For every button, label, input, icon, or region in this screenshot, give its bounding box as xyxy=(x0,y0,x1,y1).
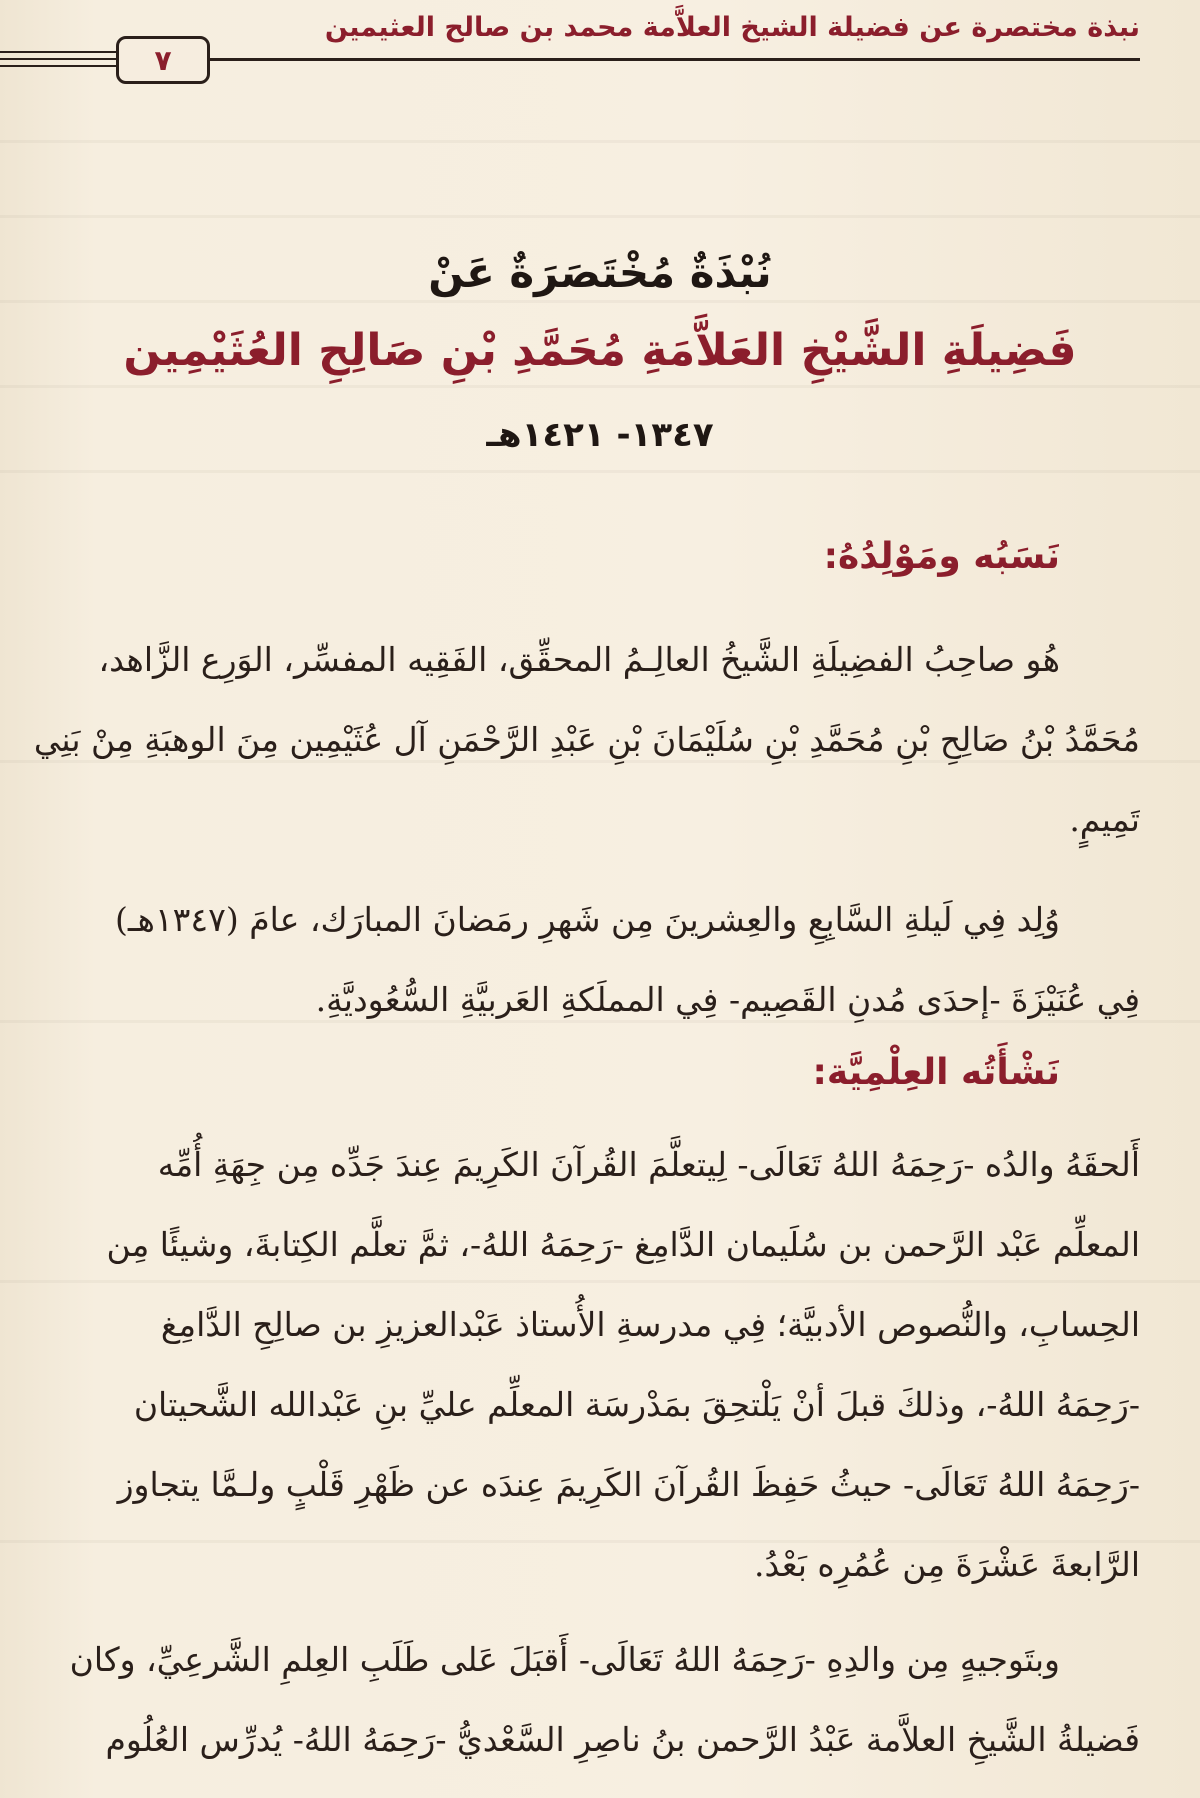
text-line: المعلِّم عَبْد الرَّحمن بن سُلَيمان الدَّامِغ -رَحِمَهُ اللهُ-، ثمَّ تعلَّم الكِتابةَ، وشيئًا مِن xyxy=(106,1225,1140,1264)
text-line: وُلِد فِي لَيلةِ السَّابِعِ والعِشرينَ مِن شَهرِ رمَضانَ المبارَك، عامَ (١٣٤٧هـ) xyxy=(114,900,1060,939)
paragraph xyxy=(0,1620,1140,1780)
text-line: -رَحِمَهُ اللهُ تَعَالَى- حيثُ حَفِظَ القُرآنَ الكَرِيمَ عِندَه عن ظَهْرِ قَلْبٍ ولـمَّا يتجاوز xyxy=(117,1465,1140,1504)
text-line: أَلحقَهُ والدُه -رَحِمَهُ اللهُ تَعَالَى- لِيتعلَّمَ القُرآنَ الكَرِيمَ عِندَ جَدِّه مِن جِهَةِ أُمِّه xyxy=(157,1145,1140,1184)
header-rule xyxy=(210,58,1140,61)
paragraph xyxy=(0,880,1140,1040)
title-line-2: فَضِيلَةِ الشَّيْخِ العَلاَّمَةِ مُحَمَّدِ بْنِ صَالِحِ العُثَيْمِين xyxy=(123,325,1077,376)
page-number: ٧ xyxy=(154,43,172,77)
paragraph xyxy=(0,620,1140,860)
section-heading-education: نَشْأَتُه العِلْمِيَّة: xyxy=(812,1052,1060,1093)
text-line: وبتَوجيهٍ مِن والدِهِ -رَحِمَهُ اللهُ تَعَالَى- أَقبَلَ عَلى طَلَبِ العِلمِ الشَّرعِيِّ، وكان xyxy=(69,1640,1060,1679)
header-ornament-lines xyxy=(0,49,120,71)
title-block xyxy=(0,245,1200,457)
bleed-through xyxy=(0,470,1200,473)
text-line: مُحَمَّدُ بْنُ صَالِحِ بْنِ مُحَمَّدِ بْنِ سُلَيْمَانَ بْنِ عَبْدِ الرَّحْمَنِ آل عُثَيْمِين مِنَ الوهبَةِ مِنْ بَنِي xyxy=(33,720,1140,759)
text-line: -رَحِمَهُ اللهُ-، وذلكَ قبلَ أنْ يَلْتحِقَ بمَدْرسَة المعلِّم عليِّ بنِ عَبْدالله الشَّحيتان xyxy=(133,1385,1140,1424)
section-heading-lineage: نَسَبُه ومَوْلِدُهُ: xyxy=(823,536,1060,577)
title-line-1: نُبْذَةٌ مُخْتَصَرَةٌ عَنْ xyxy=(428,248,772,297)
text-line: تَمِيمٍ. xyxy=(1069,800,1140,839)
text-line: فِي عُنَيْزَةَ -إحدَى مُدنِ القَصِيم- فِي المملَكةِ العَربيَّةِ السُّعُوديَّةِ. xyxy=(315,980,1140,1019)
text-line: هُو صاحِبُ الفضِيلَةِ الشَّيخُ العالِـمُ المحقِّق، الفَقِيه المفسِّر، الوَرِع الزَّاهد، xyxy=(98,640,1060,679)
running-header: نبذة مختصرة عن فضيلة الشيخ العلاَّمة محمد بن صالح العثيمين xyxy=(324,12,1140,43)
title-dates: ١٣٤٧- ١٤٢١هـ xyxy=(486,415,714,455)
text-line: الرَّابعةَ عَشْرَةَ مِن عُمُرِه بَعْدُ. xyxy=(754,1545,1140,1584)
bleed-through xyxy=(0,140,1200,143)
text-line: فَضيلةُ الشَّيخِ العلاَّمة عَبْدُ الرَّحمن بنُ ناصِرِ السَّعْديُّ -رَحِمَهُ اللهُ- يُدرِّس العُلُوم xyxy=(105,1720,1140,1759)
paragraph xyxy=(0,1125,1140,1605)
text-line: الحِسابِ، والنُّصوص الأدبيَّة؛ فِي مدرسةِ الأُستاذ عَبْدالعزيزِ بن صالِحِ الدَّامِغ xyxy=(160,1305,1140,1344)
page-number-box xyxy=(116,36,210,84)
bleed-through xyxy=(0,215,1200,218)
